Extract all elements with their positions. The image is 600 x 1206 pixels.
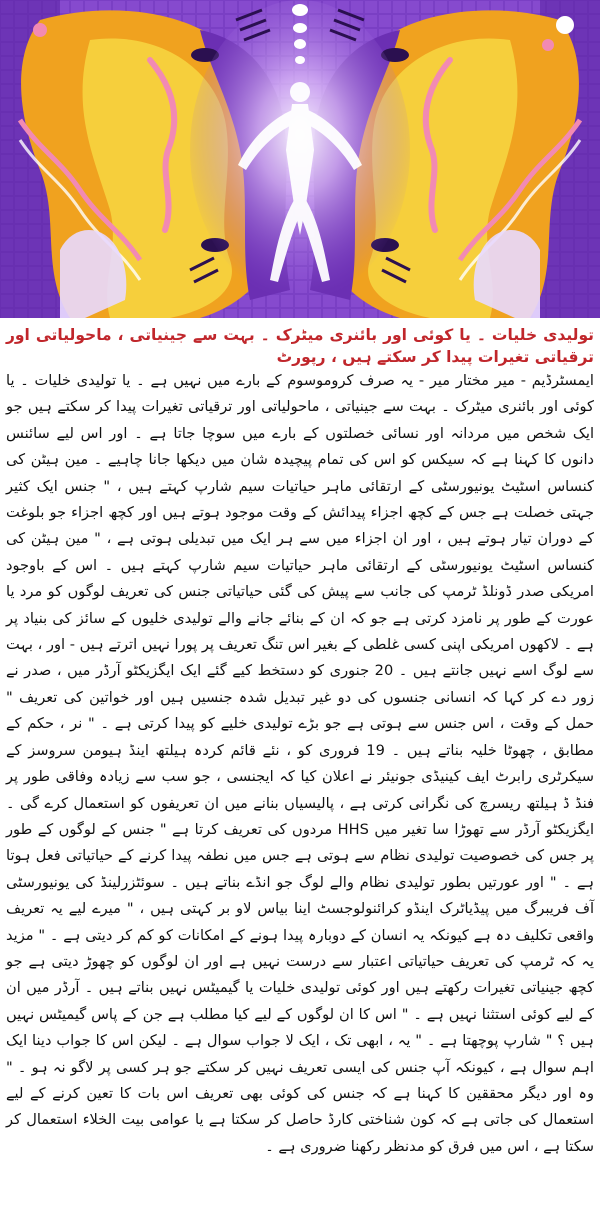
hero-illustration — [0, 0, 600, 318]
mirrored-faces-dna-icon — [0, 0, 600, 318]
image-caption: تولیدی خلیات ۔ یا کوئی اور بائنری میٹرک ۔ بہت سے جینیاتی ، ماحولیاتی اور ترقیاتی تغیرات پیدا کر سکتے ہیں ، رپورٹ — [6, 326, 594, 366]
article-body: ایمسٹرڈیم - میر مختار میر - یہ صرف کروموسوم کے بارے میں نہیں ہے ۔ یا تولیدی خلیات ۔ یا کوئی اور بائنری میٹرک ۔ بہت سے جینیاتی ، ماحولیاتی اور ترقیاتی تغیرات پیدا کر سکتے ہیں جو ایک شخص میں مردانہ اور نسائی خصلتوں کے بارے میں سوچا جاتا ہے ۔ اور اس لیے سائنس دانوں کا کہنا ہے کہ سیکس کو اس کی تمام پیچیدہ شان میں دیکھا جانا چاہیے ۔ مین ہیٹن کی کنساس اسٹیٹ یونیورسٹی کے ارتقائی ماہر حیاتیات سیم شارپ کہتے ہیں ، " جنس ایک کثیر جہتی خصلت ہے جس کے کچھ اجزاء پیدائش کے وقت موجود ہوتے ہیں اور کچھ اجزاء جو بلوغت کے دوران تیار ہوتے ہیں ، اور ان اجزاء میں سے ہر ایک میں تبدیلی ہوتی ہے ، " مین ہیٹن کی کنساس اسٹیٹ یونیورسٹی کے ارتقائی ماہر حیاتیات سیم شارپ کہتے ہیں ۔ اس کے باوجود امریکی صدر ڈونلڈ ٹرمپ کی جانب سے پیش کی گئی حیاتیاتی جنس کی تعریف لوگوں کو مرد یا عورت کے طور پر نامزد کرتی ہے جو کہ ان کے بنائے جانے والے تولیدی خلیوں کے سائز کی بنیاد پر ہے ۔ لاکھوں امریکی اپنی کسی غلطی کے بغیر اس تنگ تعریف پر پورا نہیں اترتے ہیں - اور ، بہت سے لوگ اسے نہیں جانتے ہیں ۔ 20 جنوری کو دستخط کیے گئے ایک ایگزیکٹو آرڈر میں ، صدر نے زور دے کر کہا کہ انسانی جنسوں کی دو غیر تبدیل شدہ جنسیں ہیں اور خواتین کی تعریف " حمل کے وقت ، اس جنس سے ہوتی ہے جو بڑے تولیدی خلیے کو پیدا کرتی ہے ۔ " نر ، حکم کے مطابق ، چھوٹا خلیہ بناتے ہیں ۔ 19 فروری کو ، نئے قائم کردہ ہیلتھ اینڈ ہیومن سروسز کے سیکرٹری رابرٹ ایف کینیڈی جونیئر نے اعلان کیا کہ ایجنسی ، جو سب سے زیادہ وفاقی طور پر فنڈ ڈ ہیلتھ ریسرچ کی نگرانی کرتی ہے ، پالیسیاں بنانے میں ان تعریفوں کو استعمال کرے گی ۔ ایگزیکٹو آرڈر سے تھوڑا سا تغیر میں HHS مردوں کی تعریف کرتا ہے " جنس کے لوگوں کے طور پر جس کی خصوصیت تولیدی نظام سے ہوتی ہے جس میں نطفہ پیدا کرنے کے حیاتیاتی فعل ہوتا ہے ۔ " اور عورتیں بطور تولیدی نظام والے لوگ جو انڈے بناتے ہیں ۔ سوئٹزرلینڈ کی یونیورسٹی آف فریبرگ میں پیڈیاٹرک اینڈو کرائنولوجسٹ اینا بیاس لاو بر کہتی ہیں ، " میرے لیے یہ تعریف واقعی تکلیف دہ ہے کیونکہ یہ انسان کے دوبارہ پیدا ہونے کے امکانات کو کم کر دیتی ہے ۔ " مزید یہ کہ ٹرمپ کی تعریف حیاتیاتی اعتبار سے درست نہیں ہے اور ان لوگوں کو چھوڑ دیتی ہے جو کچھ جینیاتی تغیرات رکھتے ہیں اور کوئی تولیدی خلیات یا گیمیٹس نہیں بناتے ہیں ۔ آرڈر میں ان کے لیے کوئی استثنا نہیں ہے ۔ " اس کا ان لوگوں کے لیے کیا مطلب ہے جن کے پاس گیمیٹس نہیں ہیں ؟ " شارپ پوچھتا ہے ۔ " یہ ، ابھی تک ، ایک لا جواب سوال ہے ۔ لیکن اس کا جواب دینا ایک اہم سوال ہے ، کیونکہ آپ جنس کی ایسی تعریف نہیں کر سکتے جو ہر کسی پر لاگو نہ ہو ۔ " وہ اور دیگر محققین کا کہنا ہے کہ جنس کی کوئی بھی تعریف اس بات کا تعین کرنے کے لیے استعمال کی جاتی ہے کہ کون شناختی کارڈ حاصل کر سکتا ہے یا عوامی بیت الخلاء استعمال کر سکتا ہے ، اس میں فرق کو مدنظر رکھنا ضروری ہے ۔ — [6, 372, 595, 1155]
article-body-container — [0, 368, 600, 1160]
